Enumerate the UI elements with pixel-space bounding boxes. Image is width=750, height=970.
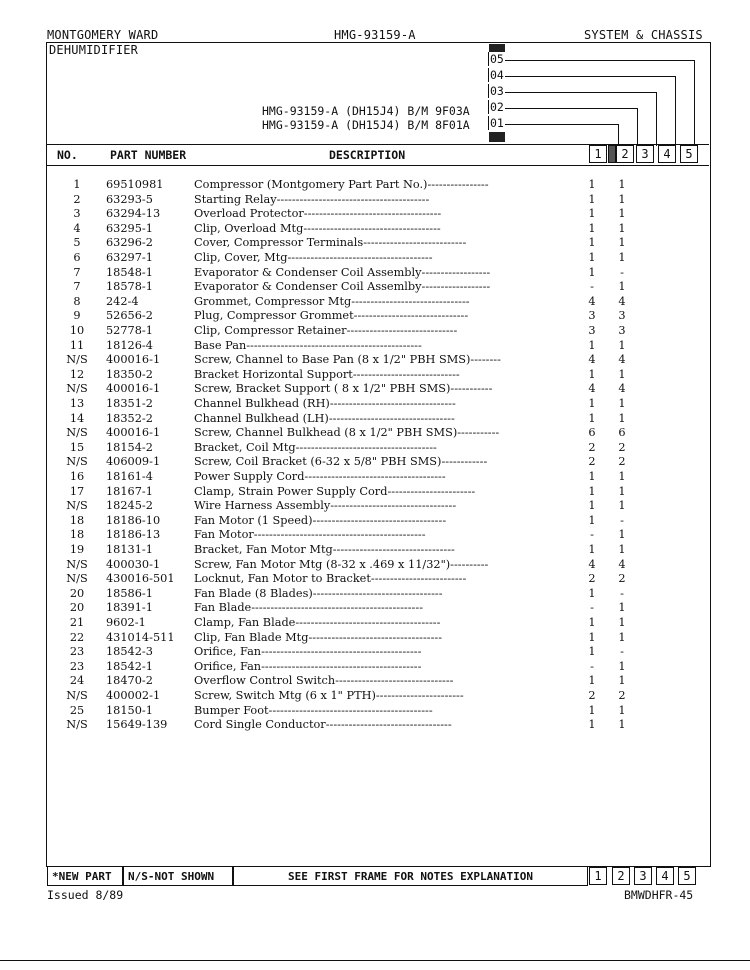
table-row [0, 222, 750, 237]
part-no: 7 [73, 280, 81, 294]
table-row [0, 704, 750, 719]
part-description: Evaporator & Condenser Coil Assembly------------------ [194, 265, 491, 279]
qty-col-1: 2 [588, 440, 596, 454]
part-description: Orifice, Fan------------------------------------------ [194, 659, 422, 673]
qty-col-2: 4 [618, 294, 626, 308]
part-no: 7 [73, 265, 81, 279]
part-description: Clip, Cover, Mtg-------------------------------------- [194, 251, 433, 264]
code-04: 04 [490, 68, 504, 82]
part-no: N/S [66, 353, 88, 367]
part-number: 9602-1 [106, 616, 146, 629]
part-description: Fan Blade (8 Blades)---------------------------------- [194, 586, 443, 600]
part-number: 18167-1 [106, 484, 153, 498]
part-no: 10 [69, 324, 85, 337]
part-number: 18186-10 [106, 513, 161, 527]
part-number: 15649-139 [106, 718, 168, 732]
col-description: DESCRIPTION [329, 148, 406, 162]
qty-col-1: 1 [588, 367, 596, 381]
part-description: Clip, Overload Mtg------------------------------------ [194, 221, 441, 235]
qty-col-2: 1 [618, 470, 626, 483]
colnum-2: 2 [616, 145, 634, 163]
table-row [0, 295, 750, 310]
qty-col-1: 2 [588, 455, 596, 469]
part-no: 20 [69, 586, 85, 600]
table-row [0, 339, 750, 354]
qty-col-1: 1 [588, 718, 596, 732]
part-number: 63295-1 [106, 221, 153, 235]
table-row [0, 572, 750, 587]
table-row [0, 280, 750, 295]
table-row [0, 251, 750, 266]
part-no: 1 [73, 178, 81, 191]
part-number: 18351-2 [106, 397, 153, 410]
part-description: Clamp, Strain Power Supply Cord----------------------- [194, 484, 476, 498]
qty-col-2: 2 [618, 689, 626, 702]
part-number: 18245-2 [106, 499, 153, 513]
table-row [0, 499, 750, 514]
part-description: Fan Blade--------------------------------------------- [194, 601, 424, 615]
part-no: 16 [69, 470, 85, 483]
part-number: 63297-1 [106, 251, 153, 264]
subtitle: DEHUMIDIFIER [49, 43, 139, 57]
part-no: 4 [73, 221, 81, 235]
qty-col-2: 2 [618, 440, 626, 454]
code-03: 03 [490, 84, 504, 98]
part-number: 52778-1 [106, 324, 153, 337]
footer-colnum-4: 4 [656, 867, 674, 885]
part-number: 18586-1 [106, 586, 153, 600]
qty-col-2: 1 [618, 616, 626, 629]
part-number: 400002-1 [106, 689, 161, 702]
table-row [0, 485, 750, 500]
part-description: Screw, Switch Mtg (6 x 1" PTH)----------------------- [194, 689, 464, 702]
qty-col-2: 1 [618, 718, 626, 732]
qty-col-1: 1 [588, 645, 596, 659]
header-center: HMG-93159-A [334, 28, 416, 42]
qty-col-2: 1 [618, 178, 626, 191]
part-description: Plug, Compressor Grommet------------------------------ [194, 309, 469, 323]
table-row [0, 382, 750, 397]
footer-colnum-3: 3 [634, 867, 652, 885]
part-no: 13 [69, 397, 85, 410]
table-row [0, 309, 750, 324]
part-description: Cord Single Conductor--------------------------------- [194, 718, 452, 732]
part-no: 5 [73, 236, 81, 250]
qty-col-1: 1 [588, 265, 596, 279]
page-code: BMWDHFR-45 [624, 888, 694, 902]
qty-col-2: 1 [618, 601, 626, 615]
qty-col-2: 1 [618, 338, 626, 352]
qty-col-1: - [590, 528, 594, 542]
part-description: Channel Bulkhead (RH)--------------------------------- [194, 397, 456, 410]
part-number: 400016-1 [106, 426, 161, 440]
part-description: Screw, Fan Motor Mtg (8-32 x .469 x 11/32")---------- [194, 557, 489, 571]
qty-col-2: 1 [618, 484, 626, 498]
part-number: 242-4 [106, 294, 139, 308]
part-number: 400030-1 [106, 557, 161, 571]
colnum-4: 4 [658, 145, 676, 163]
part-number: 431014-511 [106, 630, 175, 644]
qty-col-1: 1 [588, 207, 596, 221]
qty-col-2: 1 [618, 397, 626, 410]
qty-col-2: 1 [618, 236, 626, 250]
qty-col-2: - [620, 265, 624, 279]
qty-col-2: 3 [618, 324, 626, 337]
qty-col-1: 1 [588, 703, 596, 717]
part-description: Bracket Horizontal Support---------------------------- [194, 367, 460, 381]
table-row [0, 528, 750, 543]
part-no: 11 [69, 338, 85, 352]
footer-notes: SEE FIRST FRAME FOR NOTES EXPLANATION [233, 866, 588, 886]
part-description: Starting Relay---------------------------------------- [194, 192, 430, 206]
table-row [0, 193, 750, 208]
part-number: 18126-4 [106, 338, 153, 352]
qty-col-2: 4 [618, 353, 626, 367]
qty-col-2: 4 [618, 557, 626, 571]
footer-colnum-2: 2 [612, 867, 630, 885]
colnum-5: 5 [680, 145, 698, 163]
part-number: 18350-2 [106, 367, 153, 381]
qty-col-1: 1 [588, 586, 596, 600]
qty-col-2: 1 [618, 499, 626, 513]
part-number: 18161-4 [106, 470, 153, 483]
part-description: Clip, Fan Blade Mtg----------------------------------- [194, 630, 443, 644]
table-row [0, 426, 750, 441]
qty-col-1: 1 [588, 221, 596, 235]
part-no: 9 [73, 309, 81, 323]
part-no: 22 [69, 630, 85, 644]
table-row [0, 470, 750, 485]
part-number: 18186-13 [106, 528, 161, 542]
qty-col-2: 1 [618, 630, 626, 644]
part-description: Clamp, Fan Blade-------------------------------------- [194, 616, 441, 629]
part-number: 69510981 [106, 178, 164, 191]
table-row [0, 674, 750, 689]
code-02: 02 [490, 100, 504, 114]
qty-col-1: 6 [588, 426, 596, 440]
part-no: 3 [73, 207, 81, 221]
part-description: Fan Motor--------------------------------------------- [194, 528, 426, 542]
qty-col-1: 4 [588, 353, 596, 367]
qty-col-2: 1 [618, 411, 626, 425]
qty-col-2: 2 [618, 572, 626, 586]
part-description: Locknut, Fan Motor to Bracket------------------------- [194, 572, 467, 586]
part-no: 8 [73, 294, 81, 308]
table-row [0, 455, 750, 470]
table-row [0, 207, 750, 222]
part-no: N/S [66, 572, 88, 586]
part-description: Grommet, Compressor Mtg------------------------------- [194, 294, 470, 308]
part-number: 18391-1 [106, 601, 153, 615]
part-number: 18542-1 [106, 659, 153, 673]
part-description: Wire Harness Assembly--------------------------------- [194, 499, 457, 513]
part-description: Overflow Control Switch------------------------------- [194, 674, 454, 688]
part-number: 18154-2 [106, 440, 153, 454]
qty-col-1: 1 [588, 338, 596, 352]
bom-line-2: HMG-93159-A (DH15J4) B/M 8F01A [262, 118, 470, 132]
qty-col-1: 2 [588, 572, 596, 586]
footer-not-shown: N/S-NOT SHOWN [123, 866, 233, 886]
part-description: Screw, Coil Bracket (6-32 x 5/8" PBH SMS)------------ [194, 455, 488, 469]
qty-col-2: 6 [618, 426, 626, 440]
part-no: 18 [69, 513, 85, 527]
part-number: 18131-1 [106, 543, 153, 556]
part-no: 24 [69, 674, 85, 688]
qty-col-2: 1 [618, 251, 626, 264]
part-no: N/S [66, 718, 88, 732]
footer-colnum-1: 1 [589, 867, 607, 885]
qty-col-2: 1 [618, 674, 626, 688]
part-number: 18150-1 [106, 703, 153, 717]
part-number: 18578-1 [106, 280, 153, 294]
qty-col-1: 1 [588, 484, 596, 498]
part-no: 19 [69, 543, 85, 556]
part-number: 52656-2 [106, 309, 153, 323]
part-number: 18542-3 [106, 645, 153, 659]
col-part-number: PART NUMBER [110, 148, 187, 162]
table-row [0, 236, 750, 251]
table-row [0, 514, 750, 529]
qty-col-1: 4 [588, 557, 596, 571]
qty-col-2: 1 [618, 280, 626, 294]
part-number: 400016-1 [106, 353, 161, 367]
table-row [0, 645, 750, 660]
part-number: 400016-1 [106, 382, 161, 396]
qty-col-2: 2 [618, 455, 626, 469]
qty-col-2: 1 [618, 221, 626, 235]
qty-col-2: - [620, 645, 624, 659]
table-row [0, 660, 750, 675]
qty-col-1: 1 [588, 236, 596, 250]
bom-line-1: HMG-93159-A (DH15J4) B/M 9F03A [262, 104, 470, 118]
part-no: N/S [66, 499, 88, 513]
part-number: 18470-2 [106, 674, 153, 688]
table-row [0, 616, 750, 631]
qty-col-2: 3 [618, 309, 626, 323]
part-number: 18548-1 [106, 265, 153, 279]
footer-colnum-5: 5 [678, 867, 696, 885]
table-row [0, 587, 750, 602]
table-row [0, 718, 750, 733]
code-header-mark [489, 44, 505, 52]
part-no: 21 [69, 616, 85, 629]
part-description: Channel Bulkhead (LH)--------------------------------- [194, 411, 455, 425]
part-no: 2 [73, 192, 81, 206]
qty-col-1: 1 [588, 251, 596, 264]
qty-col-2: 1 [618, 528, 626, 542]
part-no: N/S [66, 455, 88, 469]
qty-col-1: 1 [588, 178, 596, 191]
issued-date: Issued 8/89 [47, 888, 124, 902]
part-no: 12 [69, 367, 85, 381]
qty-col-1: - [590, 659, 594, 673]
qty-col-1: - [590, 601, 594, 615]
table-row [0, 397, 750, 412]
table-row [0, 631, 750, 646]
qty-col-2: 4 [618, 382, 626, 396]
part-description: Clip, Compressor Retainer----------------------------- [194, 324, 458, 337]
qty-col-2: 1 [618, 367, 626, 381]
qty-col-1: 1 [588, 616, 596, 629]
qty-col-1: 1 [588, 513, 596, 527]
qty-col-1: 3 [588, 324, 596, 337]
part-description: Base Pan---------------------------------------------- [194, 338, 422, 352]
part-description: Screw, Channel Bulkhead (8 x 1/2" PBH SMS)----------- [194, 426, 500, 440]
part-description: Evaporator & Condenser Coil Assemlby------------------ [194, 280, 491, 294]
table-row [0, 178, 750, 193]
qty-col-2: 1 [618, 659, 626, 673]
table-row [0, 368, 750, 383]
part-description: Bracket, Coil Mtg------------------------------------- [194, 440, 437, 454]
part-no: 6 [73, 251, 81, 264]
code-footer-mark [489, 132, 505, 142]
part-description: Screw, Channel to Base Pan (8 x 1/2" PBH SMS)-------- [194, 353, 501, 367]
qty-col-2: 1 [618, 207, 626, 221]
part-description: Fan Motor (1 Speed)----------------------------------- [194, 513, 447, 527]
table-row [0, 558, 750, 573]
part-number: 406009-1 [106, 455, 161, 469]
part-no: 15 [69, 440, 85, 454]
qty-col-2: - [620, 513, 624, 527]
table-row [0, 543, 750, 558]
table-row [0, 353, 750, 368]
qty-col-1: 1 [588, 630, 596, 644]
code-01: 01 [490, 116, 504, 130]
qty-col-1: 1 [588, 470, 596, 483]
part-no: 23 [69, 645, 85, 659]
part-no: N/S [66, 426, 88, 440]
part-description: Cover, Compressor Terminals--------------------------- [194, 236, 467, 250]
qty-col-1: 4 [588, 294, 596, 308]
part-description: Power Supply Cord------------------------------------- [194, 470, 446, 483]
part-number: 63296-2 [106, 236, 153, 250]
qty-col-1: 1 [588, 411, 596, 425]
qty-col-1: 3 [588, 309, 596, 323]
part-number: 63294-13 [106, 207, 161, 221]
qty-col-2: - [620, 586, 624, 600]
qty-col-1: 1 [588, 397, 596, 410]
part-description: Compressor (Montgomery Part Part No.)---------------- [194, 178, 489, 191]
qty-col-2: 1 [618, 192, 626, 206]
table-row [0, 601, 750, 616]
part-no: 17 [69, 484, 85, 498]
col-no: NO. [57, 148, 78, 162]
header-left: MONTGOMERY WARD [47, 28, 159, 42]
qty-col-1: 4 [588, 382, 596, 396]
part-no: 18 [69, 528, 85, 542]
table-row [0, 324, 750, 339]
qty-col-1: 2 [588, 689, 596, 702]
code-05: 05 [490, 52, 504, 66]
qty-col-1: - [590, 280, 594, 294]
table-row [0, 412, 750, 427]
qty-col-1: 1 [588, 192, 596, 206]
part-no: N/S [66, 689, 88, 702]
part-no: 14 [69, 411, 85, 425]
qty-col-2: 1 [618, 703, 626, 717]
colnum-3: 3 [636, 145, 654, 163]
colnum-1: 1 [589, 145, 607, 163]
qty-col-1: 1 [588, 543, 596, 556]
part-no: N/S [66, 557, 88, 571]
part-no: N/S [66, 382, 88, 396]
part-description: Screw, Bracket Support ( 8 x 1/2" PBH SMS)----------- [194, 382, 493, 396]
part-number: 63293-5 [106, 192, 153, 206]
table-row [0, 266, 750, 281]
table-row [0, 689, 750, 704]
qty-col-2: 1 [618, 543, 626, 556]
footer-new-part: *NEW PART [47, 866, 123, 886]
part-no: 20 [69, 601, 85, 615]
part-description: Bracket, Fan Motor Mtg-------------------------------- [194, 543, 455, 556]
qty-col-1: 1 [588, 674, 596, 688]
part-number: 18352-2 [106, 411, 153, 425]
header-right: SYSTEM & CHASSIS [584, 28, 703, 42]
part-no: 23 [69, 659, 85, 673]
part-description: Bumper Foot------------------------------------------- [194, 703, 433, 717]
qty-col-1: 1 [588, 499, 596, 513]
part-number: 430016-501 [106, 572, 175, 586]
table-row [0, 441, 750, 456]
part-description: Overload Protector------------------------------------ [194, 207, 442, 221]
part-no: 25 [69, 703, 85, 717]
part-description: Orifice, Fan------------------------------------------ [194, 645, 422, 659]
